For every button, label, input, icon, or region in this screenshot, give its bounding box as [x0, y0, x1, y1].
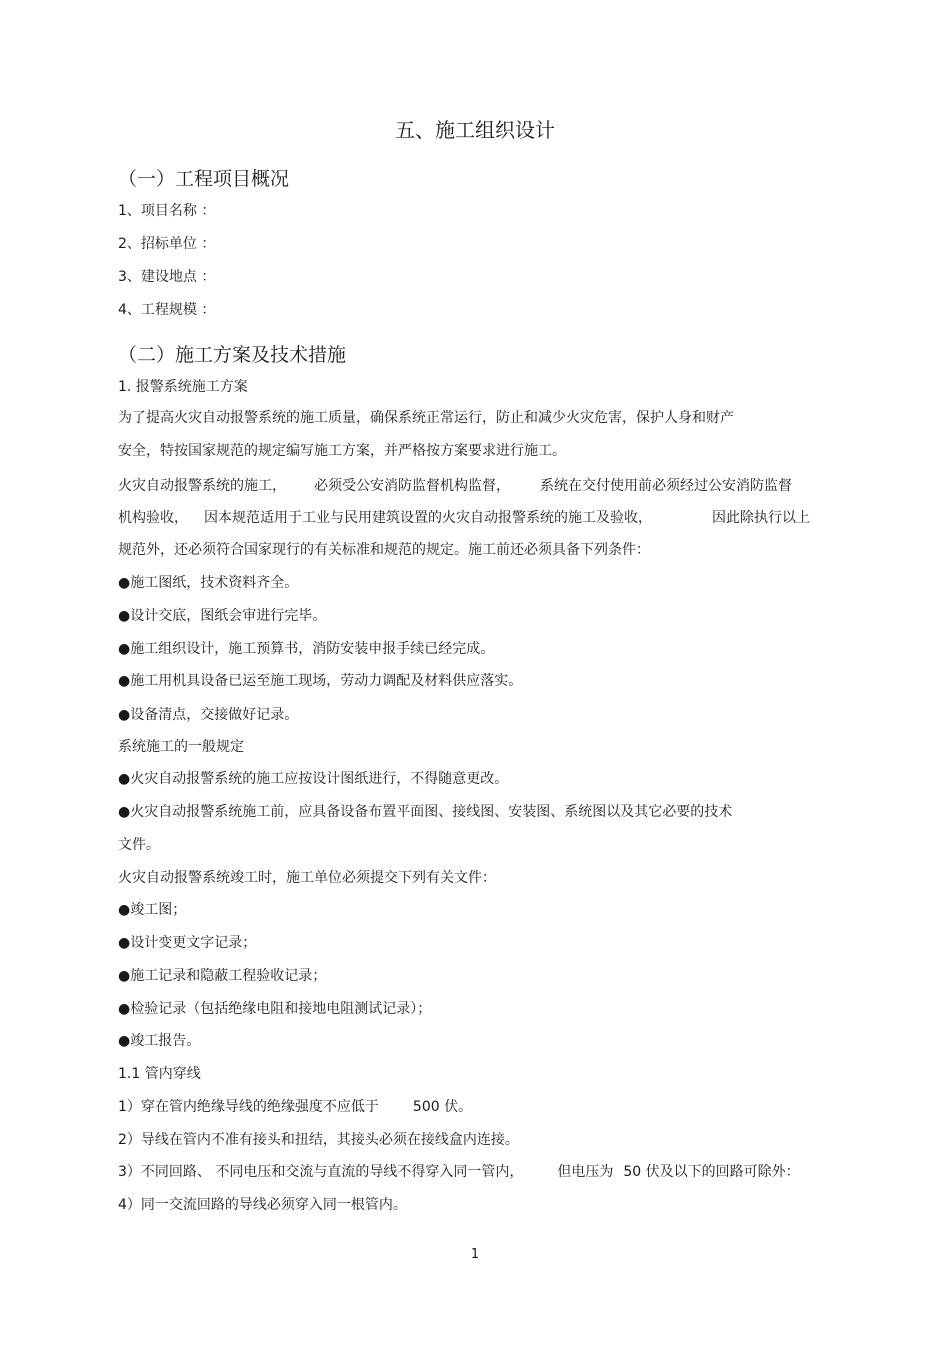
list-item: ●施工用机具设备已运至施工现场，劳动力调配及材料供应落实。	[118, 673, 523, 689]
section-heading-construction: （二）施工方案及技术措施	[118, 344, 347, 366]
text-fragment: 必须受公安消防监督机构监督，	[314, 478, 510, 494]
list-item: ●设计变更文字记录；	[118, 935, 257, 951]
subheading-general-rules: 系统施工的一般规定	[118, 739, 244, 755]
text-fragment: 火灾自动报警系统的施工，	[118, 478, 286, 494]
list-item: ●施工图纸，技术资料齐全。	[118, 575, 299, 591]
paragraph-line: 规范外，还必须符合国家现行的有关标准和规范的规定。施工前还必须具备下列条件：	[118, 542, 650, 558]
list-item: ●设备清点，交接做好记录。	[118, 707, 299, 723]
text-fragment: 50 伏及以下的回路可除外：	[623, 1164, 800, 1180]
text-fragment: 但电压为	[557, 1164, 614, 1180]
paragraph-line	[118, 476, 792, 496]
page-number: 1	[470, 1247, 480, 1262]
paragraph-line: 为了提高火灾自动报警系统的施工质量，确保系统正常运行，防止和减少火灾危害，保护人身和财产	[118, 410, 734, 426]
subheading-conduit-wiring: 1.1 管内穿线	[118, 1066, 201, 1082]
paragraph-line: 文件。	[118, 837, 160, 853]
subheading-alarm-plan: 1. 报警系统施工方案	[118, 379, 248, 395]
text-fragment: 1）穿在管内绝缘导线的绝缘强度不应低于	[118, 1099, 379, 1115]
rule-line	[118, 1097, 472, 1117]
paragraph-line	[118, 508, 810, 528]
list-item: ●施工记录和隐蔽工程验收记录；	[118, 968, 327, 984]
section-heading-overview: （一）工程项目概况	[118, 168, 290, 190]
overview-item-scale: 4、工程规模 ：	[118, 302, 216, 318]
overview-item-location: 3、建设地点 ：	[118, 269, 216, 285]
paragraph-line: 火灾自动报警系统竣工时，施工单位必须提交下列有关文件：	[118, 870, 496, 886]
list-item: ●检验记录（包括绝缘电阻和接地电阻测试记录）；	[118, 1001, 432, 1017]
document-title: 五、施工组织设计	[395, 118, 555, 142]
list-item: ●火灾自动报警系统施工前，应具备设备布置平面图、接线图、安装图、系统图以及其它必要的技术	[118, 804, 733, 820]
text-fragment: 机构验收，	[118, 510, 188, 526]
list-item: ●竣工报告。	[118, 1033, 201, 1049]
overview-item-bidder: 2、招标单位 ：	[118, 236, 216, 252]
paragraph-line: 安全，特按国家规范的规定编写施工方案，并严格按方案要求进行施工。	[118, 443, 566, 459]
list-item: ●竣工图；	[118, 902, 187, 918]
rule-line: 4）同一交流回路的导线必须穿入同一根管内。	[118, 1197, 407, 1213]
rule-line: 2）导线在管内不准有接头和扭结，其接头必须在接线盒内连接。	[118, 1132, 519, 1148]
list-item: ●设计交底，图纸会审进行完毕。	[118, 608, 327, 624]
rule-line	[118, 1162, 800, 1182]
list-item: ●火灾自动报警系统的施工应按设计图纸进行，不得随意更改。	[118, 771, 509, 787]
list-item: ●施工组织设计，施工预算书，消防安装申报手续已经完成。	[118, 641, 495, 657]
text-fragment: 因本规范适用于工业与民用建筑设置的火灾自动报警系统的施工及验收，	[204, 510, 652, 526]
text-fragment: 3）不同回路、 不同电压和交流与直流的导线不得穿入同一管内，	[118, 1164, 524, 1180]
text-fragment: 因此除执行以上	[712, 510, 810, 526]
text-fragment: 系统在交付使用前必须经过公安消防监督	[540, 478, 792, 494]
overview-item-project-name: 1、项目名称 ：	[118, 203, 216, 219]
text-fragment: 500 伏。	[412, 1099, 473, 1115]
